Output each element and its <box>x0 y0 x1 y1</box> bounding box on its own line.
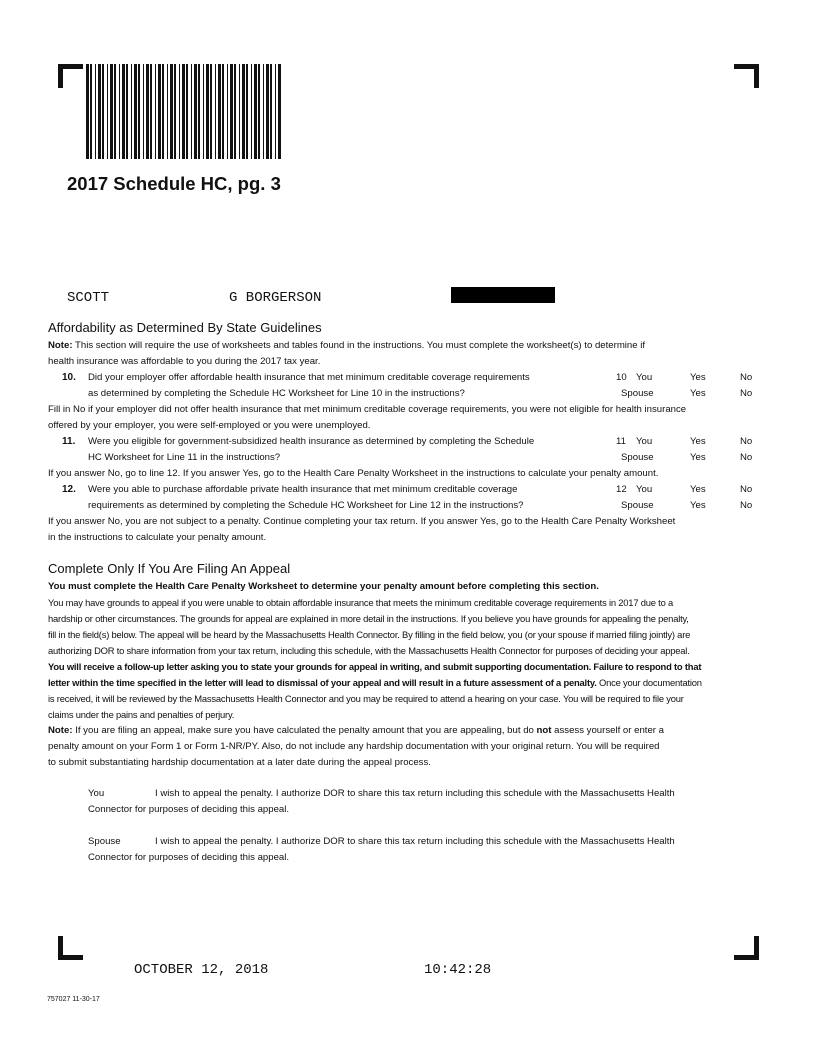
appeal-para-line1: You may have grounds to appeal if you were unable to obtain affordable insurance that meets the minimum creditable coverage requirements in 2017 due to a <box>48 597 674 608</box>
q12-line2: requirements as determined by completing the Schedule HC Worksheet for Line 12 in the instructions? <box>88 500 524 511</box>
q10-you-label: You <box>636 372 653 383</box>
barcode-bar <box>203 64 204 159</box>
q10-spouse-no[interactable]: No <box>740 388 753 399</box>
q10-number: 10. <box>62 372 76 383</box>
barcode-bar <box>126 64 128 159</box>
barcode-bar <box>95 64 96 159</box>
barcode-bar <box>107 64 108 159</box>
barcode-bar <box>246 64 248 159</box>
appeal-spouse-line2: Connector for purposes of deciding this appeal. <box>88 852 290 863</box>
q11-you-label: You <box>636 436 653 447</box>
barcode-bar <box>134 64 137 159</box>
q10-you-yes[interactable]: Yes <box>690 372 706 383</box>
q11-spouse-yes[interactable]: Yes <box>690 452 706 463</box>
barcode-bar <box>210 64 212 159</box>
q12-spouse-yes[interactable]: Yes <box>690 500 706 511</box>
barcode-bar <box>215 64 216 159</box>
redacted-ssn <box>451 287 555 303</box>
barcode-bar <box>162 64 164 159</box>
appeal-note-line1 <box>48 723 664 739</box>
barcode-bar <box>138 64 140 159</box>
barcode-bar <box>102 64 104 159</box>
q12-you-label: You <box>636 484 653 495</box>
barcode-bar <box>278 64 281 159</box>
appeal-para-line2: hardship or other circumstances. The grounds for appeal are explained in more detail in the instructions. If you believe you have grounds for appealing the penalty, <box>48 613 689 624</box>
barcode-bar <box>114 64 116 159</box>
barcode-bar <box>266 64 269 159</box>
q12-line1: Were you able to purchase affordable private health insurance that met minimum creditable coverage <box>88 484 518 495</box>
q11-after-line1: If you answer No, go to line 12. If you answer Yes, go to the Health Care Penalty Worksheet in the instructions to calculate your penalty amount. <box>48 468 659 479</box>
appeal-bold-line2-text: letter within the time specified in the letter will lead to dismissal of your appeal and will result in a future assessment of a penalty. <box>48 677 597 688</box>
barcode-bar <box>90 64 92 159</box>
appeal-para-line3: fill in the field(s) below. The appeal will be heard by the Massachusetts Health Connector. By filling in the field below, you (or your spouse if married filing jointly) are <box>48 629 691 640</box>
q10-after-line1: Fill in No if your employer did not offer health insurance that met minimum creditable coverage requirements, you were not eligible for health insurance <box>48 404 687 415</box>
appeal-para-line7: claims under the pains and penalties of perjury. <box>48 709 235 720</box>
appeal-spouse-checkbox-label[interactable]: Spouse <box>88 836 121 847</box>
barcode-bar <box>206 64 209 159</box>
q12-spouse-label: Spouse <box>621 500 654 511</box>
q12-spouse-no[interactable]: No <box>740 500 753 511</box>
filing-date: OCTOBER 12, 2018 <box>134 962 269 978</box>
barcode-bar <box>218 64 221 159</box>
q10-line1: Did your employer offer affordable health insurance that met minimum creditable coverage requirements <box>88 372 530 383</box>
appeal-para-line5-tail: Once your documentation <box>599 677 702 688</box>
form-code: 757027 11-30-17 <box>47 996 100 1003</box>
q12-after-line1: If you answer No, you are not subject to a penalty. Continue completing your tax return. If you answer Yes, go to the Health Care Penalty Worksheet <box>48 516 676 527</box>
barcode-bar <box>150 64 152 159</box>
barcode-bar <box>227 64 228 159</box>
q10-after-line2: offered by your employer, you were self-employed or you were unemployed. <box>48 420 371 431</box>
appeal-spouse-line1: I wish to appeal the penalty. I authorize DOR to share this tax return including this schedule with the Massachusetts Health <box>155 836 675 847</box>
barcode-bar <box>230 64 233 159</box>
barcode-bar <box>155 64 156 159</box>
q10-ref: 10 <box>616 372 627 383</box>
appeal-bold-line2 <box>48 675 702 691</box>
barcode-bar <box>254 64 257 159</box>
q10-spouse-label: Spouse <box>621 388 654 399</box>
barcode-bar <box>182 64 185 159</box>
q11-spouse-no[interactable]: No <box>740 452 753 463</box>
appeal-note-line2: penalty amount on your Form 1 or Form 1-NR/PY. Also, do not include any hardship documentation with your original return. You will be required <box>48 741 660 752</box>
barcode-bar <box>110 64 113 159</box>
barcode-bar <box>239 64 240 159</box>
barcode-bar <box>186 64 188 159</box>
taxpayer-first-name: SCOTT <box>67 290 110 306</box>
q12-you-no[interactable]: No <box>740 484 753 495</box>
barcode-bar <box>242 64 245 159</box>
note-text-line1: This section will require the use of worksheets and tables found in the instructions. You must complete the worksheet(s) to determine if <box>75 340 646 351</box>
barcode-bar <box>158 64 161 159</box>
q11-line1: Were you eligible for government-subsidized health insurance as determined by completing the Schedule <box>88 436 535 447</box>
appeal-you-line2: Connector for purposes of deciding this appeal. <box>88 804 290 815</box>
barcode-bar <box>146 64 149 159</box>
barcode-bar <box>194 64 197 159</box>
barcode-bar <box>170 64 173 159</box>
note-label: Note: <box>48 340 73 351</box>
appeal-bold-instruction: You must complete the Health Care Penalty Worksheet to determine your penalty amount before completing this section. <box>48 581 599 592</box>
appeal-para-line4: authorizing DOR to share information from your tax return, including this schedule, with the Massachusetts Health Connector for purposes of deciding your appeal. <box>48 645 690 656</box>
barcode-image <box>86 64 284 159</box>
appeal-bold-line1: You will receive a follow-up letter asking you to state your grounds for appeal in writing, and submit supporting documentation. Failure to respond to that <box>48 661 702 672</box>
q11-line2: HC Worksheet for Line 11 in the instructions? <box>88 452 281 463</box>
affordability-heading: Affordability as Determined By State Guidelines <box>48 320 322 335</box>
appeal-note-not: not <box>536 725 552 736</box>
q10-you-no[interactable]: No <box>740 372 753 383</box>
appeal-you-line1: I wish to appeal the penalty. I authorize DOR to share this tax return including this schedule with the Massachusetts Health <box>155 788 675 799</box>
barcode-bar <box>263 64 264 159</box>
q11-spouse-label: Spouse <box>621 452 654 463</box>
form-title: 2017 Schedule HC, pg. 3 <box>67 173 281 194</box>
q11-you-no[interactable]: No <box>740 436 753 447</box>
appeal-heading: Complete Only If You Are Filing An Appeal <box>48 561 291 576</box>
appeal-you-checkbox-label[interactable]: You <box>88 788 105 799</box>
q12-ref: 12 <box>616 484 627 495</box>
barcode-bar <box>270 64 272 159</box>
appeal-note-line3: to submit substantiating hardship documentation at a later date during the appeal process. <box>48 757 431 768</box>
barcode-bar <box>179 64 180 159</box>
barcode-bar <box>119 64 120 159</box>
q11-ref: 11 <box>616 436 626 447</box>
note-text-line2: health insurance was affordable to you during the 2017 tax year. <box>48 356 321 367</box>
appeal-para-line6: is received, it will be reviewed by the Massachusetts Health Connector and you may be required to attend a hearing on your case. You will be required to file your <box>48 693 684 704</box>
barcode-bar <box>222 64 224 159</box>
q12-you-yes[interactable]: Yes <box>690 484 706 495</box>
barcode-bar <box>251 64 252 159</box>
barcode-bar <box>167 64 168 159</box>
q12-after-line2: in the instructions to calculate your penalty amount. <box>48 532 267 543</box>
affordability-note <box>48 338 645 354</box>
appeal-note-text-a: If you are filing an appeal, make sure you have calculated the penalty amount that you are appealing, but do <box>75 725 534 736</box>
filing-time: 10:42:28 <box>424 962 492 978</box>
barcode-bar <box>198 64 200 159</box>
q12-number: 12. <box>62 484 76 495</box>
barcode-bar <box>234 64 236 159</box>
barcode-bar <box>122 64 125 159</box>
barcode-bar <box>174 64 176 159</box>
q11-number: 11. <box>62 436 76 447</box>
barcode-bar <box>98 64 101 159</box>
barcode-bar <box>191 64 192 159</box>
barcode-bar <box>143 64 144 159</box>
q11-you-yes[interactable]: Yes <box>690 436 706 447</box>
barcode-bar <box>258 64 260 159</box>
barcode-bar <box>86 64 89 159</box>
q10-line2: as determined by completing the Schedule HC Worksheet for Line 10 in the instructions? <box>88 388 465 399</box>
appeal-note-text-b: assess yourself or enter a <box>554 725 664 736</box>
barcode-bar <box>275 64 276 159</box>
q10-spouse-yes[interactable]: Yes <box>690 388 706 399</box>
taxpayer-last-name: G BORGERSON <box>229 290 322 306</box>
appeal-note-label: Note: <box>48 725 73 736</box>
barcode-bar <box>131 64 132 159</box>
